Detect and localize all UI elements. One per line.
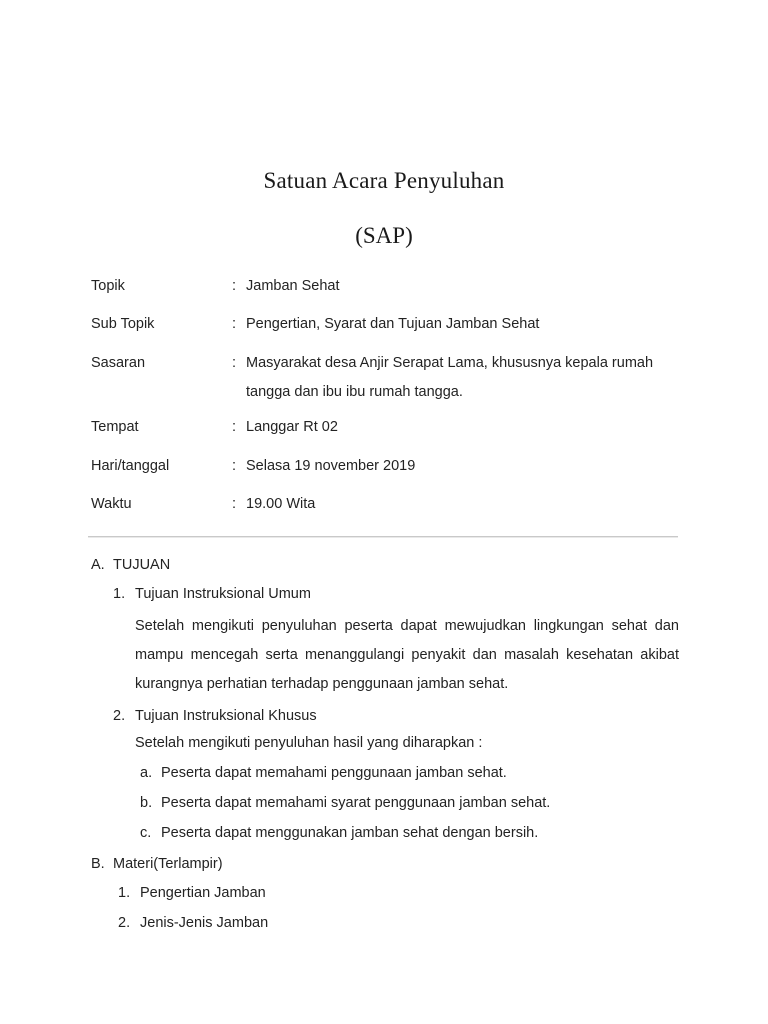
- list-text-materi-1: Pengertian Jamban: [140, 885, 266, 902]
- info-colon: :: [232, 457, 237, 474]
- section-heading-materi: [91, 854, 679, 874]
- list-label-tujuan-umum: Tujuan Instruksional Umum: [135, 586, 311, 603]
- info-row: [91, 314, 679, 335]
- info-label-hari-tanggal: Hari/tanggal: [91, 457, 170, 474]
- info-label-sub-topik: Sub Topik: [91, 316, 155, 333]
- info-value-sasaran-line1: Masyarakat desa Anjir Serapat Lama, khususnya kepala rumah: [246, 355, 654, 372]
- list-item-tujuan-khusus: [113, 706, 679, 726]
- info-row: [91, 456, 679, 477]
- info-list: [0, 276, 768, 515]
- info-value-sasaran: [240, 353, 679, 402]
- list-text-materi-2: Jenis-Jenis Jamban: [140, 915, 269, 932]
- info-row: [91, 276, 679, 297]
- list-item-khusus-b: [140, 793, 679, 813]
- section-title-materi: Materi(Terlampir): [113, 855, 223, 872]
- info-label-sasaran: Sasaran: [91, 355, 146, 372]
- info-row: [91, 417, 679, 438]
- info-value-topik: Jamban Sehat: [246, 277, 340, 294]
- info-colon: :: [232, 277, 237, 294]
- info-label-waktu: Waktu: [91, 496, 132, 513]
- list-label-tujuan-khusus: Tujuan Instruksional Khusus: [135, 707, 317, 724]
- section-marker-a: A.: [91, 556, 105, 573]
- list-text-khusus-a: Peserta dapat memahami penggunaan jamban sehat.: [161, 764, 507, 781]
- list-item-khusus-a: [140, 763, 679, 783]
- paragraph-tujuan-umum: Setelah mengikuti penyuluhan peserta dapat mewujudkan lingkungan sehat dan mampu mencegah serta menanggulangi penyakit dan masalah kesehatan akibat kurangnya perhatian terhadap penggunaan jamban sehat.: [135, 617, 679, 692]
- list-text-khusus-b: Peserta dapat memahami syarat penggunaan jamban sehat.: [161, 795, 551, 812]
- list-marker-materi-1: 1.: [118, 885, 131, 902]
- list-marker-2: 2.: [113, 707, 126, 724]
- section-heading-tujuan: [91, 555, 679, 575]
- section-title-tujuan: TUJUAN: [113, 556, 171, 573]
- info-row: [91, 353, 679, 402]
- info-label-topik: Topik: [91, 277, 125, 294]
- list-marker-1: 1.: [113, 586, 126, 603]
- info-label-tempat: Tempat: [91, 419, 139, 436]
- info-colon: :: [232, 316, 237, 333]
- list-marker-materi-2: 2.: [118, 915, 131, 932]
- paragraph-tujuan-khusus-intro: Setelah mengikuti penyuluhan hasil yang diharapkan :: [135, 734, 483, 751]
- list-item-materi-1: [118, 883, 679, 903]
- outline-body: [0, 538, 768, 934]
- info-value-sasaran-line2: tangga dan ibu ibu rumah tangga.: [246, 383, 463, 400]
- info-value-tempat: Langgar Rt 02: [246, 419, 338, 436]
- list-marker-b: b.: [140, 795, 153, 812]
- list-item-khusus-c: [140, 823, 679, 843]
- title-block: [0, 0, 768, 250]
- info-value-hari-tanggal: Selasa 19 november 2019: [246, 457, 416, 474]
- page-subtitle: (SAP): [355, 223, 413, 249]
- list-item-tujuan-umum: [113, 584, 679, 604]
- list-marker-a: a.: [140, 764, 153, 781]
- info-value-sub-topik: Pengertian, Syarat dan Tujuan Jamban Sehat: [246, 316, 540, 333]
- list-text-khusus-c: Peserta dapat menggunakan jamban sehat dengan bersih.: [161, 825, 539, 842]
- list-item-materi-2: [118, 913, 679, 933]
- list-marker-c: c.: [140, 825, 152, 842]
- info-colon: :: [232, 355, 237, 372]
- info-colon: :: [232, 496, 237, 513]
- info-row: [91, 494, 679, 515]
- section-marker-b: B.: [91, 855, 105, 872]
- info-value-waktu: 19.00 Wita: [246, 496, 316, 513]
- info-colon: :: [232, 419, 237, 436]
- page-title: Satuan Acara Penyuluhan: [263, 168, 505, 193]
